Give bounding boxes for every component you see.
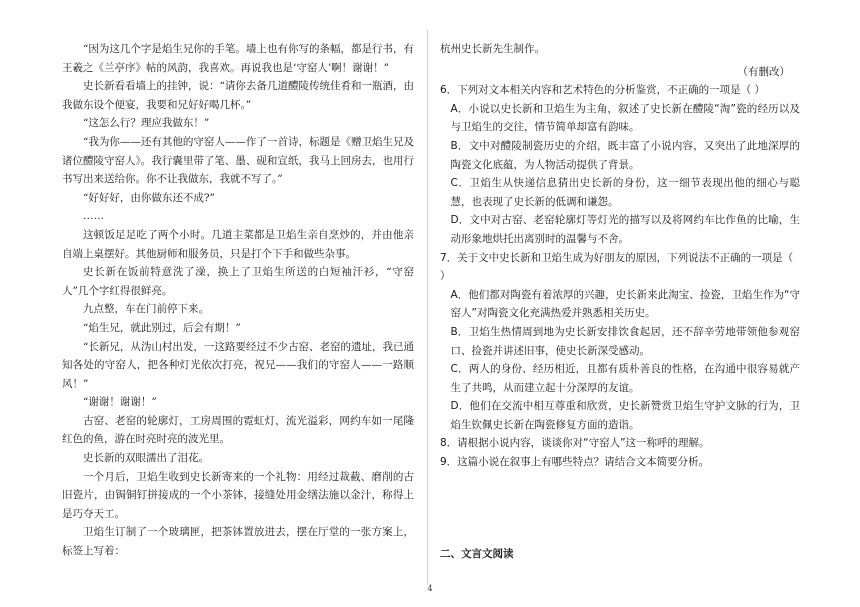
story-paragraph: 史长新看看墙上的挂钟，说：“请你去备几道醴陵传统佳肴和一瓶酒，由我做东设个便宴，我要和兄好好喝几杯。”	[62, 80, 414, 111]
question-8: 8．请根据小说内容，谈谈你对“守窑人”这一称呼的理解。	[440, 437, 710, 450]
option-b: B．卫焰生热情周到地为史长新安排饮食起居，还不辞辛劳地带领他参观窑口、捡瓷并讲述旧事，使史长新深受感动。	[450, 325, 800, 357]
story-paragraph: 卫焰生订制了一个玻璃匣，把茶钵置放进去，摆在厅堂的一张方案上，标签上写着：	[62, 526, 414, 558]
option-a: A．小说以史长新和卫焰生为主角，叙述了史长新在醴陵“淘”瓷的经历以及与卫焰生的交往，情节简单却富有韵味。	[450, 102, 800, 134]
story-paragraph: “好好好，由你做东还不成?”	[83, 191, 215, 204]
question-7	[440, 249, 800, 435]
option-d: D．他们在交流中相互尊重和欣赏，史长新赞赏卫焰生守护文脉的行为，卫焰生钦佩史长新在陶瓷修复方面的造诣。	[450, 400, 800, 431]
story-paragraph: “长新兄，从沩山村出发，一这路要经过不少古窑、老窑的遗址，我已通知各处的守窑人，把各种灯光依次打亮，祝兄——我们的守窑人——一路顺风！”	[62, 340, 414, 390]
story-paragraph: 史长新的双眼濡出了泪花。	[83, 452, 209, 465]
story-paragraph: 这顿饭足足吃了两个小时。几道主菜都是卫焰生亲自烹炒的，并由他亲自端上桌摆好。其他厨师和服务员，只是打个下手和做些杂事。	[62, 228, 414, 260]
option-c: C．两人的身份、经历相近，且都有质朴善良的性格，在沟通中很容易就产生了共鸣，从而建立起十分深厚的友谊。	[450, 363, 800, 394]
story-column	[62, 40, 414, 561]
story-paragraph: 九点整，车在门前停下来。	[83, 303, 209, 316]
story-ellipsis: ……	[83, 210, 104, 223]
story-paragraph: 古窑、老窑的轮廓灯，工房周围的霓虹灯，流光溢彩，网约车如一尾隆红色的鱼，游在时亮时亮的波光里。	[62, 414, 414, 446]
story-paragraph: 一个月后，卫焰生收到史长新寄来的一个礼物：用经过裁截、磨削的古旧瓷片，由锔铜钉拼接成的一个小茶钵，接缝处用金缮法施以金汁，称得上是巧夺天工。	[62, 470, 414, 520]
questions-column	[440, 40, 800, 472]
question-stem: 7．关于文中史长新和卫焰生成为好朋友的原因，下列说法不正确的一项是（ ）	[440, 251, 794, 283]
story-caption: 杭州史长新先生制作。	[440, 43, 545, 55]
option-d: D．文中对古窑、老窑轮廓灯等灯光的描写以及将网约车比作鱼的比喻，生动形象地烘托出离别时的温馨与不舍。	[450, 214, 800, 245]
story-paragraph: 史长新在饭前特意洗了澡，换上了卫焰生所送的白短袖汗衫，“守窑人”几个字红得很鲜亮。	[62, 266, 414, 297]
section-heading: 二、文言文阅读	[440, 548, 514, 560]
source-note: （有删改）	[737, 65, 790, 78]
option-b: B．文中对醴陵制瓷历史的介绍，既丰富了小说内容，又突出了此地深厚的陶瓷文化底蕴，为人物活动提供了背景。	[450, 139, 800, 171]
question-stem: 6．下列对文本相关内容和艺术特色的分析鉴赏，不正确的一项是（ ）	[440, 84, 766, 97]
story-paragraph: “我为你——还有其他的守窑人——作了一首诗，标题是《赠卫焰生兄及诸位醴陵守窑人》。我行囊里带了笔、墨、砚和宣纸，我马上回房去，也用行书写出来送给你。你不让我做东，我就不写了。”	[62, 135, 414, 186]
page-number: 4	[427, 584, 433, 593]
option-c: C．卫焰生从快递信息猜出史长新的身份，这一细节表现出他的细心与聪慧，也表现了史长新的低调和谦怨。	[450, 177, 800, 208]
story-paragraph: “因为这几个字是焰生兄你的手笔。墙上也有你写的条幅，都是行书，有王羲之《兰亭序》帖的风韵，我喜欢。再说我也是‘守窑人’啊！谢谢！”	[62, 43, 414, 74]
option-a: A．他们都对陶瓷有着浓厚的兴趣，史长新来此淘宝、捡瓷，卫焰生作为“守窑人”对陶瓷文化充满热爱并熟悉相关历史。	[450, 288, 800, 320]
column-divider	[427, 30, 428, 585]
question-9: 9．这篇小说在叙事上有哪些特点？请结合文本简要分析。	[440, 456, 710, 469]
question-6	[440, 81, 800, 248]
story-paragraph: “焰生兄，就此别过，后会有期！”	[83, 321, 241, 334]
story-paragraph: “这怎么行？理应我做东！”	[83, 117, 210, 130]
story-paragraph: “谢谢！谢谢！”	[83, 396, 157, 409]
